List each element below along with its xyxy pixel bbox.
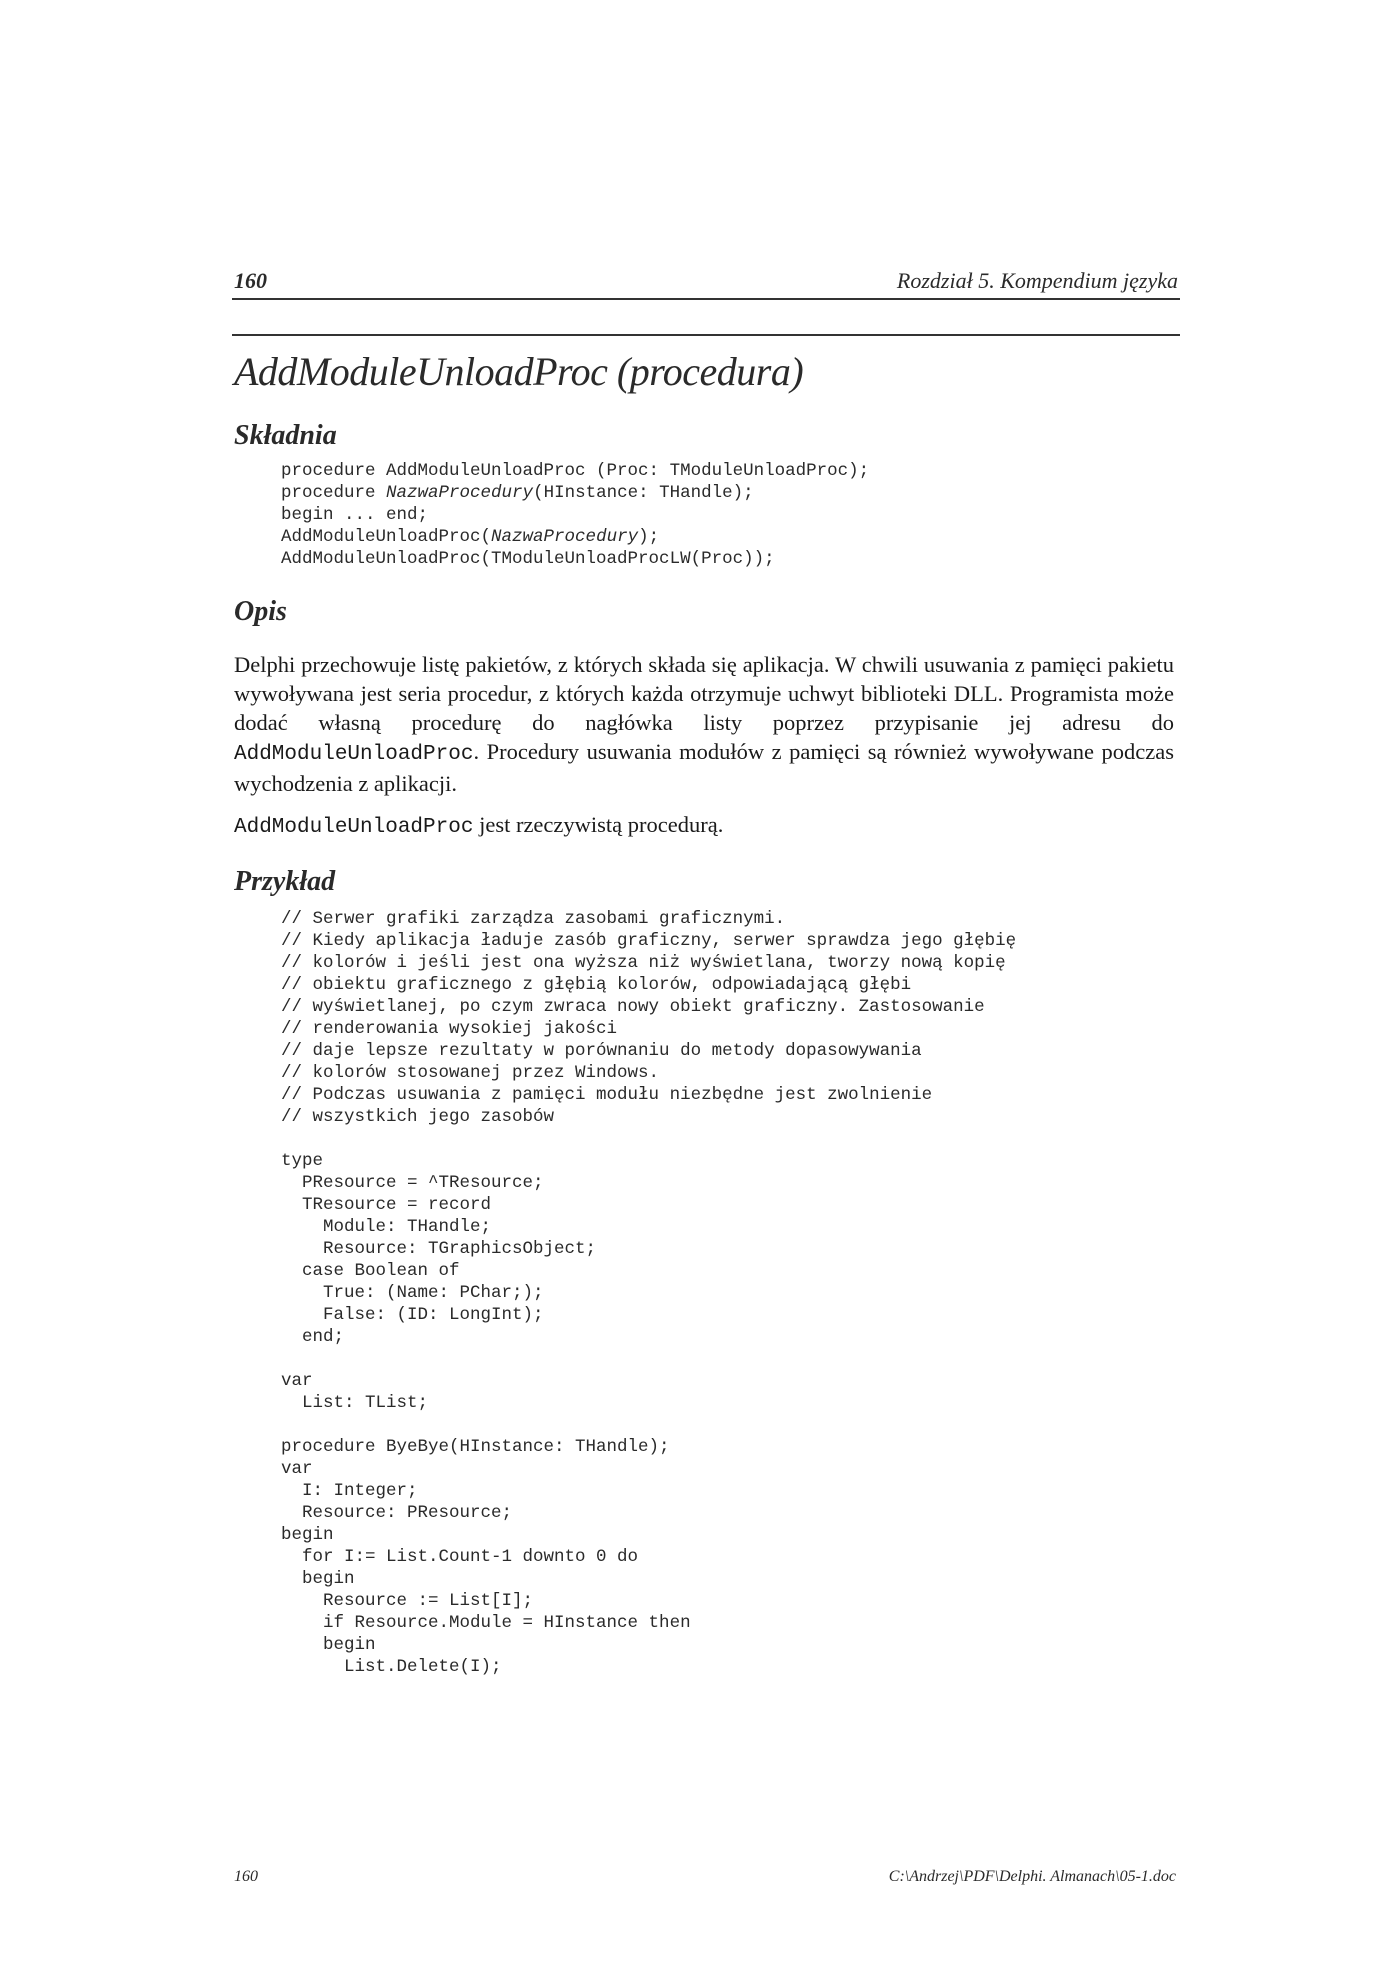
syntax-code-block xyxy=(281,460,869,570)
syntax-line: (HInstance: THandle); xyxy=(533,483,754,503)
description-text: jest rzeczywistą procedurą. xyxy=(473,812,724,837)
description-text: Delphi przechowuje listę pakietów, z których składa się aplikacja. W chwili usuwania z pamięci pakietu wywoływana jest seria procedur, z których każda otrzymuje uchwyt biblioteki DLL. Programista może dodać własną procedurę do nagłówka listy poprzez przypisanie jej adresu do xyxy=(234,652,1174,735)
syntax-line: ); xyxy=(638,527,660,547)
syntax-heading: Składnia xyxy=(234,420,337,451)
syntax-line: procedure AddModuleUnloadProc (Proc: TModuleUnloadProc); xyxy=(281,461,870,481)
example-heading: Przykład xyxy=(234,866,336,897)
title-rule xyxy=(232,334,1180,336)
description-paragraph xyxy=(234,650,1174,798)
entry-title: AddModuleUnloadProc (procedura) xyxy=(234,349,804,394)
header-chapter-title: Rozdział 5. Kompendium języka xyxy=(896,268,1178,293)
footer-file-path: C:\Andrzej\PDF\Delphi. Almanach\05-1.doc xyxy=(888,1868,1176,1885)
syntax-line: AddModuleUnloadProc(TModuleUnloadProcLW(Proc)); xyxy=(281,549,775,569)
syntax-line: procedure xyxy=(281,483,387,503)
inline-code: AddModuleUnloadProc xyxy=(234,743,474,766)
description-text: . Procedury usuwania modułów z pamięci są również wywoływane podczas wychodzenia z aplikacji. xyxy=(234,739,1174,796)
syntax-placeholder: NazwaProcedury xyxy=(386,483,534,503)
syntax-placeholder: NazwaProcedury xyxy=(491,527,639,547)
description-paragraph-2 xyxy=(234,810,1174,842)
footer-page-number: 160 xyxy=(234,1868,258,1885)
header-rule xyxy=(232,298,1180,300)
inline-code: AddModuleUnloadProc xyxy=(234,816,474,839)
syntax-line: AddModuleUnloadProc( xyxy=(281,527,492,547)
running-header xyxy=(232,266,1180,298)
description-heading: Opis xyxy=(234,596,287,627)
syntax-line: begin ... end; xyxy=(281,505,429,525)
header-page-number: 160 xyxy=(234,268,267,293)
example-code-block: // Serwer grafiki zarządza zasobami graficznymi. // Kiedy aplikacja ładuje zasób graficzny, serwer sprawdza jego głębię // kolorów i jeśli jest ona wyższa niż wyświetlana, tworzy nową kopię // obiektu graficznego z głębią kolorów, odpowiadającą głębi // wyświetlanej, po czym zwraca nowy obiekt graficzny. Zastosowanie // renderowania wysokiej jakości // daje lepsze rezultaty w porównaniu do metody dopasowywania // kolorów stosowanej przez Windows. // Podczas usuwania z pamięci modułu niezbędne jest zwolnienie // wszystkich jego zasobów type PResource = ^TResource; TResource = record Module: THandle; Resource: TGraphicsObject; case Boolean of True: (Name: PChar;); False: (ID: LongInt); end; var List: TList; procedure ByeBye(HInstance: THandle); var I: Integer; Resource: PResource; begin for I:= List.Count-1 downto 0 do begin Resource := List[I]; if Resource.Module = HInstance then begin List.Delete(I); xyxy=(281,909,1017,1677)
